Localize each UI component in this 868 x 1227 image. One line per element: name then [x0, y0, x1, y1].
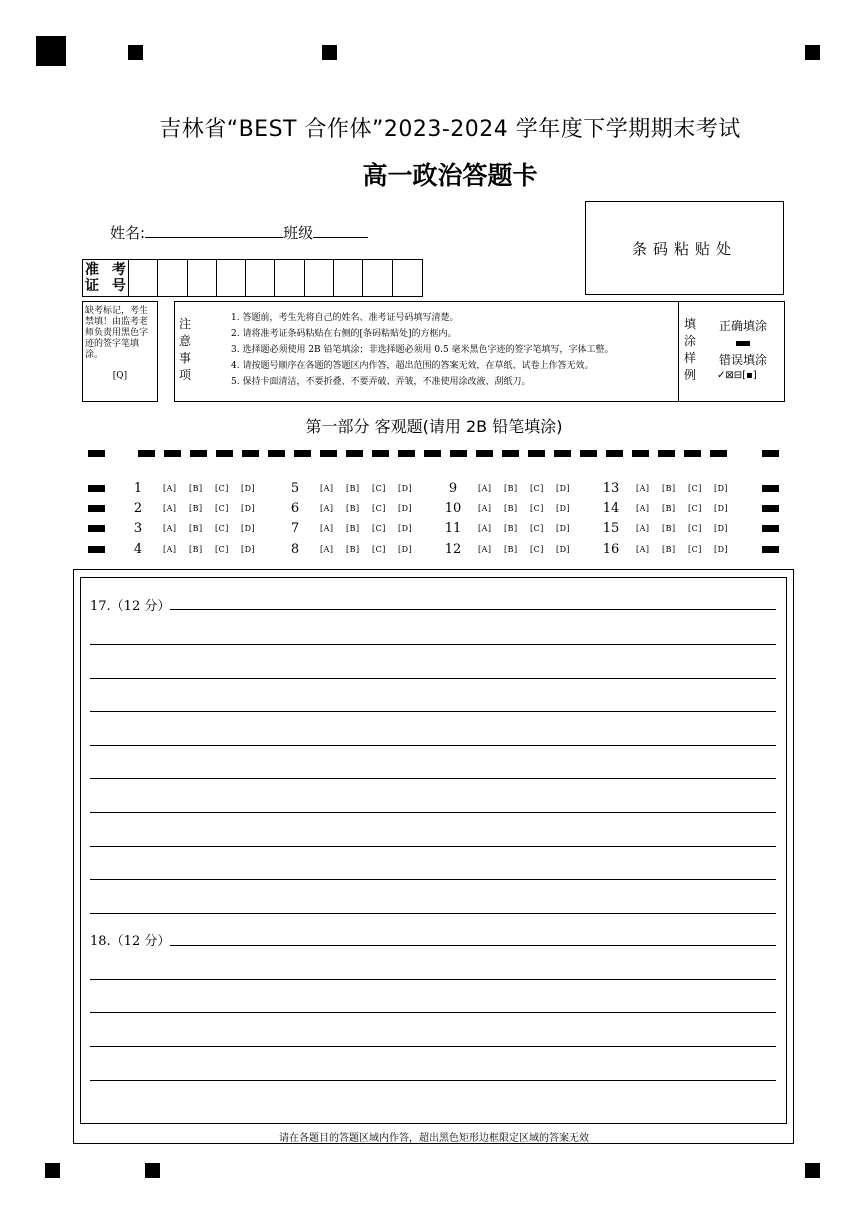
notice-item: 4. 请按题号顺序在各题的答题区内作答，超出范围的答案无效，在草纸、试卷上作答无效。	[231, 361, 594, 371]
notice-list	[231, 310, 614, 390]
mcq-option-bubble[interactable]: [B]	[189, 504, 203, 513]
timing-mark	[710, 450, 727, 457]
exam-id-digit-cell[interactable]	[129, 260, 158, 296]
timing-mark	[632, 450, 649, 457]
notice-item: 1. 答题前，考生先将自己的姓名、准考证号码填写清楚。	[231, 313, 459, 323]
mcq-question-number: 13	[602, 481, 620, 496]
mcq-option-bubble[interactable]: [A]	[163, 524, 177, 533]
correct-fill-example	[736, 341, 750, 346]
alignment-mark-top	[128, 45, 143, 60]
mcq-option-bubble[interactable]: [A]	[163, 545, 177, 554]
exam-id-label: 准 考 证 号	[85, 262, 130, 294]
exam-id-digit-cell[interactable]	[217, 260, 246, 296]
answer-line[interactable]	[90, 879, 776, 880]
timing-mark	[528, 450, 545, 457]
class-field[interactable]	[313, 223, 368, 238]
exam-id-digit-cell[interactable]	[305, 260, 334, 296]
timing-mark	[398, 450, 415, 457]
alignment-mark-top	[322, 45, 337, 60]
absent-mark-box	[82, 301, 158, 402]
mcq-option-bubble[interactable]: [D]	[714, 545, 729, 554]
wrong-fill-label: 错误填涂	[719, 353, 768, 367]
answer-line[interactable]	[90, 1012, 776, 1013]
mcq-option-bubble[interactable]: [A]	[478, 524, 492, 533]
mcq-option-bubble[interactable]: [D]	[398, 524, 413, 533]
barcode-label: 条码粘贴处	[631, 239, 737, 258]
timing-mark	[164, 450, 181, 457]
mcq-option-bubble[interactable]: [C]	[215, 484, 229, 493]
timing-mark	[684, 450, 701, 457]
answer-line[interactable]	[90, 678, 776, 679]
mcq-option-bubble[interactable]: [C]	[688, 484, 702, 493]
mcq-question-number: 2	[133, 501, 143, 516]
timing-mark	[346, 450, 363, 457]
exam-id-digit-cell[interactable]	[393, 260, 422, 296]
exam-id-digit-cell[interactable]	[334, 260, 363, 296]
absent-instructions: 缺考标记，考生禁填！由监考老师负责用黑色字迹的签字笔填涂。	[85, 306, 149, 360]
mcq-question-number: 11	[444, 521, 462, 536]
alignment-mark-top	[805, 45, 820, 60]
mcq-option-bubble[interactable]: [B]	[504, 524, 518, 533]
mcq-option-bubble[interactable]: [D]	[398, 504, 413, 513]
timing-mark	[372, 450, 389, 457]
mcq-option-bubble[interactable]: [D]	[714, 504, 729, 513]
answer-line[interactable]	[90, 979, 776, 980]
mcq-option-bubble[interactable]: [C]	[215, 545, 229, 554]
timing-mark	[268, 450, 285, 457]
mcq-option-bubble[interactable]: [C]	[372, 504, 386, 513]
notice-item: 2. 请将准考证条码粘贴在右侧的[条码粘贴处]的方框内。	[231, 329, 457, 339]
name-field[interactable]	[145, 223, 283, 238]
exam-id-digit-cell[interactable]	[188, 260, 217, 296]
timing-mark	[294, 450, 311, 457]
section-title: 第一部分 客观题(请用 2B 铅笔填涂)	[305, 417, 563, 436]
mcq-option-bubble[interactable]: [A]	[478, 504, 492, 513]
timing-mark	[554, 450, 571, 457]
mcq-option-bubble[interactable]: [C]	[215, 504, 229, 513]
mcq-option-bubble[interactable]: [D]	[714, 484, 729, 493]
mcq-option-bubble[interactable]: [B]	[189, 524, 203, 533]
mcq-question-number: 9	[448, 481, 458, 496]
row-timing-mark	[762, 546, 779, 553]
mcq-question-number: 3	[133, 521, 143, 536]
question-17-label: 17.（12 分）	[90, 595, 170, 614]
card-title: 高一政治答题卡	[362, 161, 538, 190]
mcq-option-bubble[interactable]: [D]	[556, 545, 571, 554]
answer-line[interactable]	[90, 913, 776, 914]
timing-mark	[658, 450, 675, 457]
question-18-label: 18.（12 分）	[90, 930, 170, 949]
row-timing-mark	[88, 546, 105, 553]
answer-line[interactable]	[90, 609, 776, 610]
mcq-option-bubble[interactable]: [A]	[320, 524, 334, 533]
timing-mark	[138, 450, 155, 457]
correct-fill-label: 正确填涂	[719, 319, 768, 333]
row-timing-mark	[762, 505, 779, 512]
mcq-question-number: 8	[290, 542, 300, 557]
mcq-option-bubble[interactable]: [B]	[504, 484, 518, 493]
mcq-option-bubble[interactable]: [D]	[241, 524, 256, 533]
exam-id-digit-cell[interactable]	[275, 260, 304, 296]
mcq-option-bubble[interactable]: [B]	[346, 504, 360, 513]
row-timing-mark	[88, 505, 105, 512]
name-label: 姓名:	[110, 224, 146, 242]
mcq-option-bubble[interactable]: [B]	[504, 504, 518, 513]
mcq-option-bubble[interactable]: [A]	[320, 545, 334, 554]
exam-id-grid	[82, 259, 423, 297]
answer-line[interactable]	[90, 778, 776, 779]
timing-mark	[320, 450, 337, 457]
mcq-option-bubble[interactable]: [A]	[636, 504, 650, 513]
notice-box	[174, 301, 679, 402]
mcq-option-bubble[interactable]: [C]	[530, 484, 544, 493]
timing-mark	[580, 450, 597, 457]
mcq-option-bubble[interactable]: [A]	[478, 484, 492, 493]
mcq-option-bubble[interactable]: [B]	[189, 484, 203, 493]
mcq-option-bubble[interactable]: [A]	[163, 504, 177, 513]
mcq-question-number: 1	[133, 481, 143, 496]
mcq-option-bubble[interactable]: [D]	[398, 484, 413, 493]
timing-mark	[502, 450, 519, 457]
fill-sample-label: 填涂样例	[684, 317, 697, 382]
wrong-fill-examples: ✓⊠⊟[▪]	[717, 370, 757, 381]
answer-area-inner-border	[80, 577, 787, 1124]
mcq-option-bubble[interactable]: [B]	[504, 545, 518, 554]
timing-mark	[450, 450, 467, 457]
mcq-option-bubble[interactable]: [C]	[372, 484, 386, 493]
timing-mark	[216, 450, 233, 457]
corner-mark-top-left	[36, 36, 66, 66]
mcq-option-bubble[interactable]: [C]	[688, 524, 702, 533]
mcq-question-number: 12	[444, 542, 462, 557]
alignment-mark-bottom	[805, 1163, 820, 1178]
mcq-question-number: 14	[602, 501, 620, 516]
notice-item: 5. 保持卡面清洁，不要折叠、不要弄破、弄皱，不准使用涂改液、刮纸刀。	[231, 377, 531, 387]
row-timing-mark	[762, 485, 779, 492]
footer-note: 请在各题目的答题区域内作答，超出黑色矩形边框限定区域的答案无效	[279, 1133, 589, 1144]
mcq-option-bubble[interactable]: [A]	[636, 524, 650, 533]
mcq-option-bubble[interactable]: [C]	[215, 524, 229, 533]
mcq-question-number: 5	[290, 481, 300, 496]
answer-line[interactable]	[90, 644, 776, 645]
answer-line[interactable]	[90, 1080, 776, 1081]
mcq-option-bubble[interactable]: [B]	[662, 504, 676, 513]
mcq-option-bubble[interactable]: [B]	[662, 484, 676, 493]
alignment-mark-bottom	[145, 1163, 160, 1178]
timing-mark	[606, 450, 623, 457]
timing-mark	[242, 450, 259, 457]
notice-item: 3. 选择题必须使用 2B 铅笔填涂；非选择题必须用 0.5 毫米黑色字迹的签字笔填写，字体工整。	[231, 345, 614, 355]
mcq-option-bubble[interactable]: [A]	[163, 484, 177, 493]
mcq-option-bubble[interactable]: [D]	[556, 524, 571, 533]
mcq-question-number: 6	[290, 501, 300, 516]
timing-mark	[88, 450, 105, 457]
mcq-question-number: 7	[290, 521, 300, 536]
mcq-option-bubble[interactable]: [A]	[320, 504, 334, 513]
row-timing-mark	[88, 485, 105, 492]
mcq-option-bubble[interactable]: [D]	[398, 545, 413, 554]
answer-line[interactable]	[90, 812, 776, 813]
mcq-option-bubble[interactable]: [B]	[189, 545, 203, 554]
fill-sample-box	[678, 301, 785, 402]
mcq-option-bubble[interactable]: [C]	[688, 545, 702, 554]
mcq-option-bubble[interactable]: [D]	[556, 504, 571, 513]
row-timing-mark	[88, 525, 105, 532]
mcq-option-bubble[interactable]: [B]	[346, 545, 360, 554]
mcq-question-number: 16	[602, 542, 620, 557]
answer-line[interactable]	[90, 1046, 776, 1047]
mcq-option-bubble[interactable]: [D]	[241, 484, 256, 493]
answer-line[interactable]	[90, 745, 776, 746]
mcq-question-number: 15	[602, 521, 620, 536]
timing-mark	[476, 450, 493, 457]
mcq-option-bubble[interactable]: [C]	[530, 504, 544, 513]
mcq-option-bubble[interactable]: [C]	[530, 524, 544, 533]
timing-mark	[762, 450, 779, 457]
exam-title: 吉林省“BEST 合作体”2023-2024 学年度下学期期末考试	[159, 117, 741, 142]
mcq-option-bubble[interactable]: [B]	[662, 524, 676, 533]
mcq-option-bubble[interactable]: [B]	[346, 484, 360, 493]
answer-line[interactable]	[90, 711, 776, 712]
mcq-option-bubble[interactable]: [A]	[636, 545, 650, 554]
alignment-mark-bottom	[45, 1163, 60, 1178]
exam-id-digit-cell[interactable]	[246, 260, 275, 296]
mcq-option-bubble[interactable]: [C]	[530, 545, 544, 554]
row-timing-mark	[762, 525, 779, 532]
mcq-option-bubble[interactable]: [C]	[372, 524, 386, 533]
mcq-question-number: 4	[133, 542, 143, 557]
exam-id-digit-cell[interactable]	[158, 260, 187, 296]
answer-line[interactable]	[90, 945, 776, 946]
notice-label: 注意事项	[179, 317, 192, 382]
name-class-row	[110, 222, 368, 243]
absent-bubble[interactable]: [Q]	[112, 371, 128, 381]
exam-id-digit-cell[interactable]	[363, 260, 392, 296]
mcq-option-bubble[interactable]: [C]	[372, 545, 386, 554]
class-label: 班级	[283, 224, 314, 242]
answer-line[interactable]	[90, 846, 776, 847]
mcq-option-bubble[interactable]: [D]	[241, 504, 256, 513]
mcq-option-bubble[interactable]: [D]	[241, 545, 256, 554]
mcq-option-bubble[interactable]: [D]	[714, 524, 729, 533]
mcq-option-bubble[interactable]: [C]	[688, 504, 702, 513]
mcq-option-bubble[interactable]: [D]	[556, 484, 571, 493]
barcode-area	[585, 201, 784, 295]
mcq-option-bubble[interactable]: [B]	[662, 545, 676, 554]
mcq-option-bubble[interactable]: [A]	[636, 484, 650, 493]
mcq-option-bubble[interactable]: [A]	[478, 545, 492, 554]
timing-mark	[190, 450, 207, 457]
mcq-option-bubble[interactable]: [A]	[320, 484, 334, 493]
mcq-option-bubble[interactable]: [B]	[346, 524, 360, 533]
timing-mark	[424, 450, 441, 457]
mcq-question-number: 10	[444, 501, 462, 516]
